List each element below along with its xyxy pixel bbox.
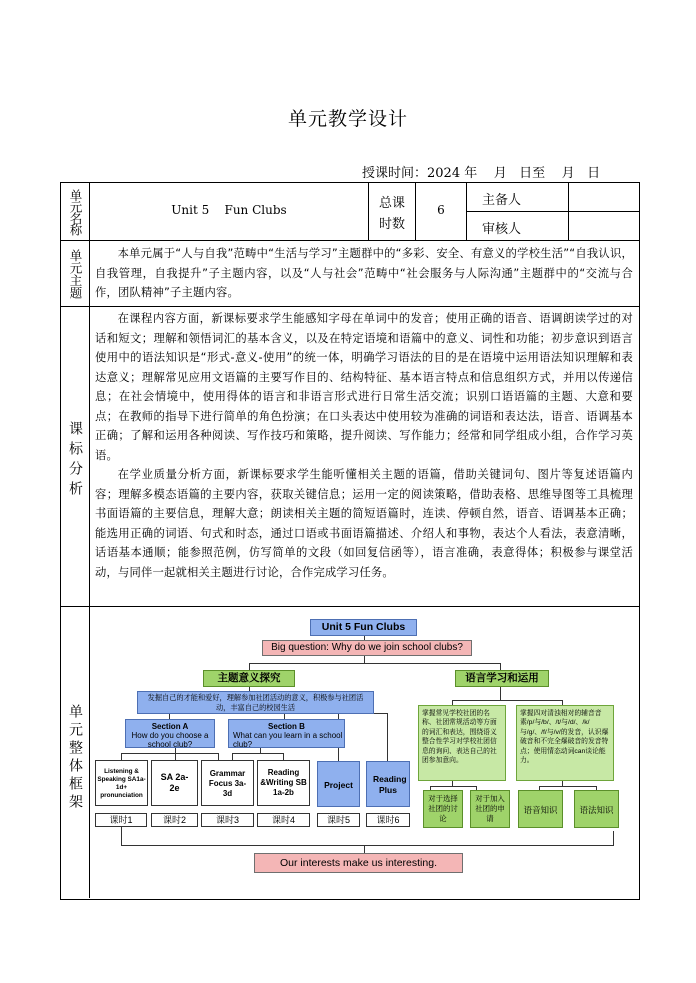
language-learning-header: 语言学习和运用: [455, 670, 549, 687]
unit-name-value: Unit 5 Fun Clubs: [171, 203, 287, 217]
grammar-knowledge: 语法知识: [574, 790, 619, 828]
section-a-box: [125, 719, 215, 748]
total-hours-label-2: 时数: [378, 217, 405, 232]
lesson-5-box: Project: [317, 761, 360, 807]
total-hours-value: 6: [437, 203, 445, 217]
lead-teacher-label: 主备人: [482, 193, 522, 208]
curriculum-analysis-text: 在课程内容方面，新课标要求学生能感知字母在单词中的发音；使用正确的语音、语调朗读学过的对话和短文；理解和领悟词汇的基本含义，以及在特定语境和语篇中的意义、词性和功能；初步意识到语言使用中的语法知识是“形式-意义-使用”的统一体，明确学习语法的目的是在语境中运用语法知识理解和表达意义；理解常见应用文语篇的主要写作目的、结构特征、基本语言特点和信息组织方式，并用以传递信息；在社会情境中，使用得体的语言和非语言形式进行日常生活交流；识别口语语篇的主题、大意和要点；在教师的指导下进行简单的角色扮演；在口头表达中使用较为准确的词语和表达法，语音、语调基本正确；了解和运用各种阅读、写作技巧和策略，提升阅读、写作能力；经常和同学组成小组，合作学习英语。 在学业质量分析方面，新课标要求学生能听懂相关主题的语篇，借助关键词句、图片等复述语篇内容；理解多模态语篇的主要内容，获取关键信息；运用一定的阅读策略，借助表格、思维导图等工具梳理书面语篇的主要信息，理解大意；朗读相关主题的简短语篇时，连读、停顿自然，语音、语调基本正确；能选用正确的词语、句式和时态，通过口语或书面语篇描述、介绍人和事物，表达个人看法，表意清晰，话语基本通顺；能参照范例，仿写简单的文段（如回复信函等），语言准确，表意得体；积极参与课堂活动，与同伴一起就相关主题进行讨论，合作完成学习任务。: [95, 312, 633, 579]
unit-theme-text: 本单元属于“人与自我”范畴中“生活与学习”主题群中的“多彩、安全、有意义的学校生活”“自我认识，自我管理，自我提升”子主题内容，以及“人与社会”范畴中“社会服务与人际沟通”主题群中的“交流与合作，团队精神”子主题内容。: [95, 247, 633, 299]
teaching-date-line: 授课时间：2024 年 月 日至 月 日: [362, 166, 601, 181]
section-b-box: [228, 719, 345, 748]
curriculum-analysis-label: 课标分析: [67, 421, 83, 501]
unit-name-label: 单元名称: [68, 188, 83, 235]
lesson-3-box: Grammar Focus 3a-3d: [201, 760, 254, 806]
period-1-label: 课时1: [95, 813, 147, 827]
section-a-question: How do you choose a school club?: [131, 731, 209, 749]
left-goal-box: 发掘自己的才能和爱好，理解参加社团活动的意义，积极参与社团活动，丰富自己的校园生活: [137, 691, 374, 714]
unit-theme-label: 单元主题: [68, 248, 83, 299]
period-3-label: 课时3: [201, 813, 254, 827]
period-6-label: 课时6: [366, 813, 410, 827]
period-2-label: 课时2: [151, 813, 198, 827]
unit-framework-label: 单元整体框架: [67, 704, 83, 812]
section-a-title: Section A: [151, 722, 189, 731]
conclusion-box: Our interests make us interesting.: [254, 853, 463, 873]
phonetics-knowledge: 语音知识: [518, 790, 563, 828]
right-goal-vocabulary: 掌握常见学校社团的名称、社团常规活动等方面的词汇和表达，围绕语义整合性学习对学校社团信息的询问、表达自己的社团参加意向。: [418, 705, 506, 781]
period-5-label: 课时5: [317, 813, 360, 827]
right-goal-phonics-grammar: 掌握四对清浊相对的辅音音素/p/与/b/、/t/与/d/、/k/与/g/、/f/与/v/的发音，认识爆破音和不完全爆破音的发音特点；使用情态动词can谈论能力。: [516, 705, 614, 781]
reviewer-label: 审核人: [482, 222, 522, 237]
lesson-1-box: Listening & Speaking SA1a-1d+ pronunciation: [95, 760, 148, 806]
unit-title-box: Unit 5 Fun Clubs: [310, 619, 417, 636]
club-application: 对于加入社团的申请: [470, 790, 510, 828]
theme-exploration-header: 主题意义探究: [203, 670, 295, 687]
lesson-4-box: Reading &Writing SB 1a-2b: [257, 760, 310, 806]
big-question-box: Big question: Why do we join school clubs?: [262, 640, 472, 656]
total-hours-label-1: 总课: [378, 196, 405, 211]
section-b-title: Section B: [268, 722, 305, 731]
club-choice-discussion: 对于选择社团的讨论: [423, 790, 463, 828]
lesson-6-box: Reading Plus: [366, 761, 410, 807]
lesson-2-box: SA 2a-2e: [151, 760, 198, 806]
section-b-question: What can you learn in a school club?: [233, 731, 343, 749]
period-4-label: 课时4: [257, 813, 310, 827]
page-title: 单元教学设计: [287, 108, 408, 130]
